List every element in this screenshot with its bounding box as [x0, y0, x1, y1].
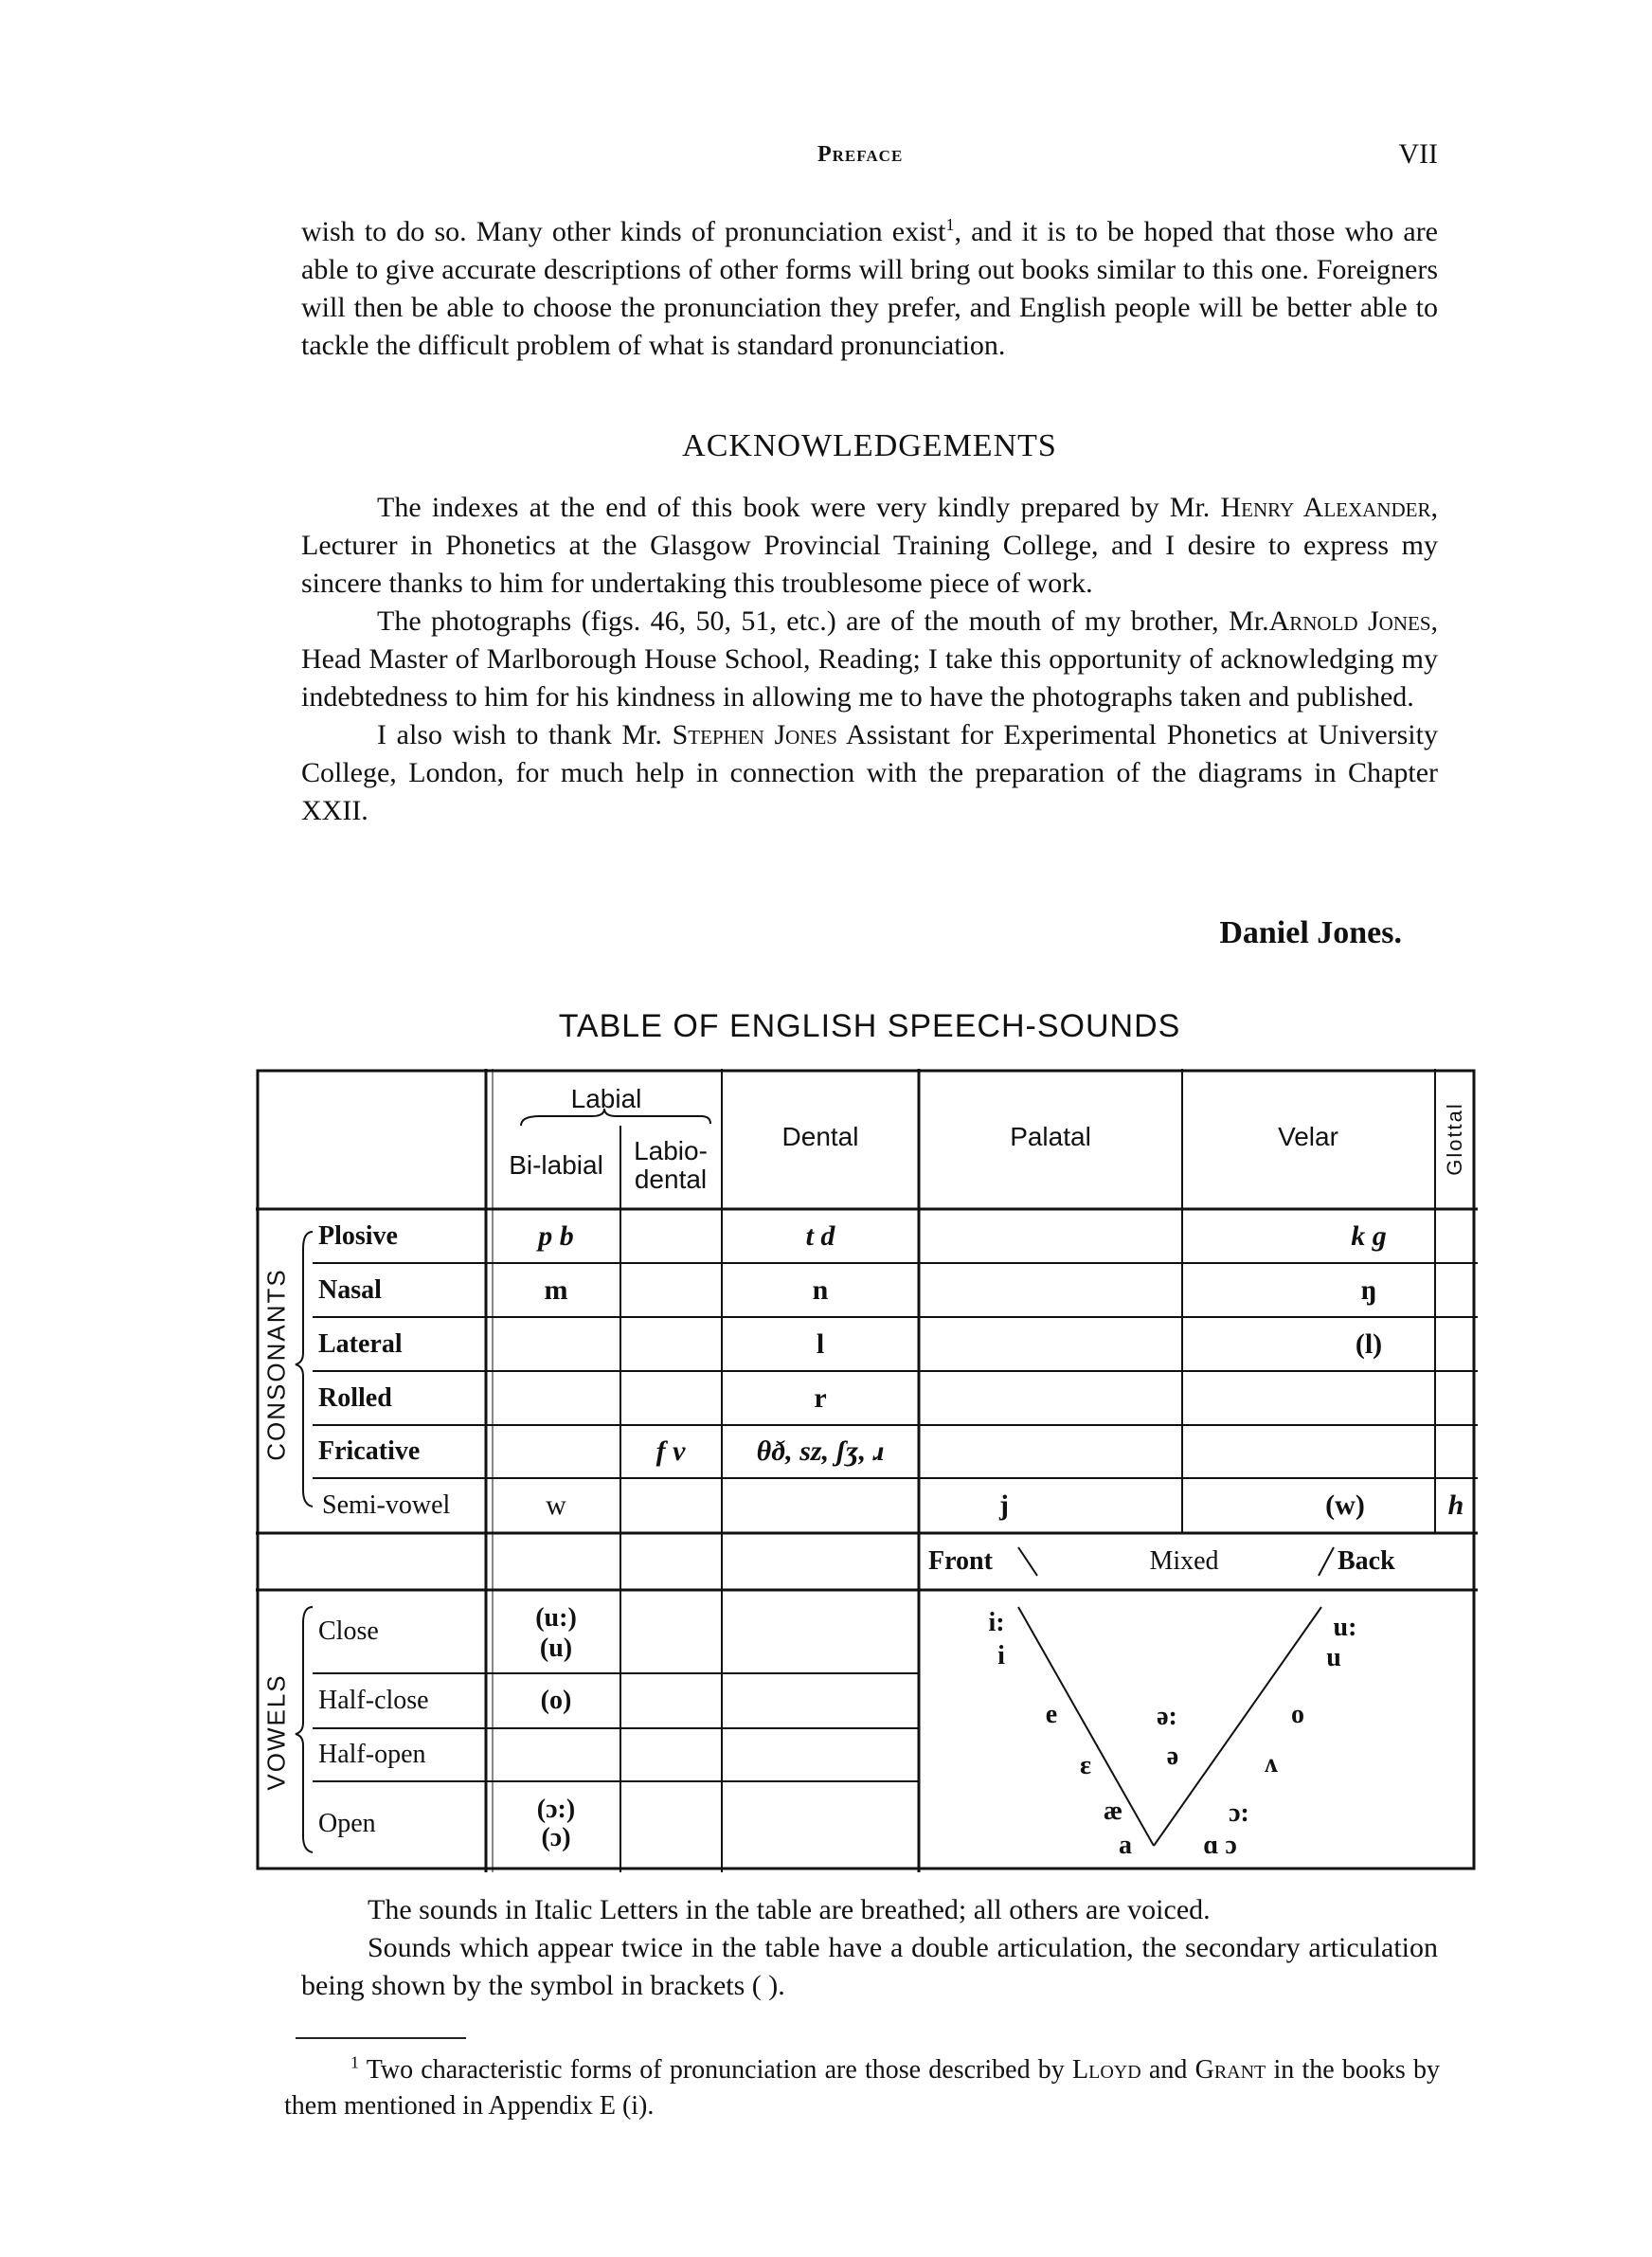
sym-close-bilabial-long: (u:)	[535, 1603, 577, 1633]
acknowledgements-title: ACKNOWLEDGEMENTS	[682, 428, 1057, 463]
row-label-plosive: Plosive	[318, 1221, 398, 1251]
sym-open-bilabial-long: (ɔ:)	[536, 1795, 576, 1824]
footnote-ref: 1	[945, 215, 955, 234]
row-label-half-open: Half-open	[318, 1740, 426, 1769]
sym-close-bilabial: (u)	[539, 1634, 573, 1663]
page-number: VII	[1398, 138, 1438, 170]
header-labial: Labial	[570, 1084, 642, 1113]
sym-nasal-dental: n	[812, 1274, 829, 1306]
row-label-open: Open	[318, 1809, 376, 1838]
vowels-label: VOWELS	[261, 1673, 291, 1791]
person-name: Henry Alexander	[1220, 492, 1431, 523]
note-line-1: The sounds in Italic Letters in the table are breathed; all others are voiced.	[368, 1894, 1211, 1925]
intro-text-cont: , and it is to be hoped that those who are able to give accurate descriptions of other forms will bring out books similar to this one. Foreigners will then be able to choose the pronunciation they prefer, and English people will be better able to tackle the difficult problem of what is standard pronunciation.	[301, 216, 1438, 361]
vowels-brace	[296, 1607, 313, 1852]
ack-paragraph-3: I also wish to thank Mr. Stephen Jones Assistant for Experimental Phonetics at University College, London, for much help in connection with the preparation of the diagrams in Chapter XXII.	[301, 719, 1438, 826]
speech-sounds-table	[256, 1069, 1478, 1872]
vowel-o: o	[1291, 1700, 1304, 1729]
sym-semivowel-velar: (w)	[1325, 1490, 1365, 1521]
table-notes	[301, 1891, 1438, 2005]
vowel-ae: æ	[1103, 1797, 1123, 1826]
vowel-e: e	[1045, 1700, 1058, 1729]
vowel-schwa: ə	[1166, 1742, 1179, 1771]
sym-nasal-velar: ŋ	[1360, 1274, 1377, 1306]
row-label-lateral: Lateral	[318, 1329, 403, 1359]
table-border	[258, 1071, 1474, 1869]
row-label-nasal: Nasal	[318, 1275, 382, 1305]
author-name: Grant	[1194, 2055, 1266, 2085]
vowel-axis-mixed: Mixed	[1149, 1546, 1219, 1576]
header-labiodental-1: Labio-	[634, 1136, 708, 1165]
vowel-alpha-open-o: ɑ ɔ	[1203, 1831, 1237, 1860]
sym-fricative-dental: θð, sz, ʃʒ, ɹ	[756, 1435, 885, 1467]
sym-semivowel-glottal: h	[1447, 1490, 1464, 1521]
header-velar: Velar	[1278, 1122, 1338, 1151]
vowel-epsilon: ɛ	[1080, 1751, 1091, 1780]
author-name: Lloyd	[1072, 2055, 1141, 2085]
sym-nasal-bilabial: m	[544, 1274, 568, 1306]
vowel-open-o-long: ɔ:	[1229, 1798, 1249, 1828]
vowel-caret: ʌ	[1265, 1749, 1278, 1779]
header-dental: Dental	[781, 1122, 859, 1151]
sym-semivowel-bilabial: w	[546, 1490, 566, 1521]
header-glottal: Glottal	[1443, 1102, 1466, 1176]
running-head: Preface	[817, 142, 904, 167]
footnote-mark: 1	[350, 2052, 359, 2072]
footnote: $^1$ Two characteristic forms of pronunciation are those described by Lloyd and Grant in the books by them mentioned in Appendix E (i).	[284, 2052, 1441, 2121]
sym-open-bilabial: (ɔ)	[541, 1823, 571, 1852]
vowel-axis-front: Front	[928, 1546, 993, 1576]
person-name: Stephen Jones	[672, 719, 837, 750]
vowel-i: i	[997, 1641, 1005, 1670]
row-label-semivowel: Semi-vowel	[322, 1490, 451, 1520]
sym-semivowel-palatal: j	[999, 1490, 1009, 1521]
person-name: Arnold Jones	[1268, 605, 1431, 637]
vowel-i-long: i:	[988, 1608, 1005, 1637]
header-palatal: Palatal	[1010, 1122, 1091, 1151]
sym-rolled-dental: r	[814, 1382, 827, 1414]
sym-lateral-dental: l	[816, 1328, 825, 1360]
sym-plosive-bilabial: p b	[538, 1220, 574, 1252]
ack-paragraph-1: The indexes at the end of this book were very kindly prepared by Mr. Henry Alexander, Lecturer in Phonetics at the Glasgow Provincial Training College, and I desire to express my sincere thanks to him for undertaking this troublesome piece of work.	[301, 492, 1438, 599]
vowel-schwa-long: ə:	[1157, 1702, 1177, 1731]
row-label-close: Close	[318, 1616, 379, 1646]
vowel-axis-back: Back	[1338, 1546, 1395, 1576]
table-grid	[256, 1069, 1478, 1872]
vowel-u-long: u:	[1333, 1613, 1357, 1642]
consonants-brace	[296, 1232, 313, 1507]
vowel-u: u	[1326, 1643, 1341, 1672]
intro-text: wish to do so. Many other kinds of pronunciation exist	[301, 216, 946, 247]
signature: Daniel Jones.	[1219, 915, 1402, 950]
footnote-rule	[296, 2037, 466, 2039]
header-bilabial: Bi-labial	[509, 1150, 603, 1180]
sym-half-close-bilabial: (o)	[540, 1686, 572, 1715]
consonants-label: CONSONANTS	[261, 1268, 291, 1461]
vowel-front-line	[1018, 1607, 1154, 1846]
page-header	[301, 138, 1438, 180]
intro-paragraph	[301, 213, 1438, 365]
header-labiodental-2: dental	[634, 1165, 708, 1194]
sym-plosive-velar: k g	[1351, 1220, 1387, 1252]
row-label-fricative: Fricative	[318, 1436, 421, 1466]
table-title: TABLE OF ENGLISH SPEECH-SOUNDS	[558, 1008, 1181, 1044]
sym-plosive-dental: t d	[805, 1220, 835, 1252]
note-line-2: Sounds which appear twice in the table have a double articulation, the secondary articulation being shown by the symbol in brackets ( ).	[301, 1932, 1438, 2001]
sym-lateral-velar: (l)	[1355, 1328, 1383, 1360]
vowel-a: a	[1119, 1831, 1132, 1860]
ack-paragraph-2: The photographs (figs. 46, 50, 51, etc.) are of the mouth of my brother, Mr.Arnold Jones, Head Master of Marlborough House School, Reading; I take this opportunity of acknowledging my indebtedness to him for his kindness in allowing me to have the photographs taken and published.	[301, 605, 1438, 713]
row-label-rolled: Rolled	[318, 1383, 392, 1413]
row-label-half-close: Half-close	[318, 1686, 429, 1715]
acknowledgements-body	[301, 489, 1438, 830]
sym-fricative-labiodental: f v	[655, 1435, 686, 1467]
